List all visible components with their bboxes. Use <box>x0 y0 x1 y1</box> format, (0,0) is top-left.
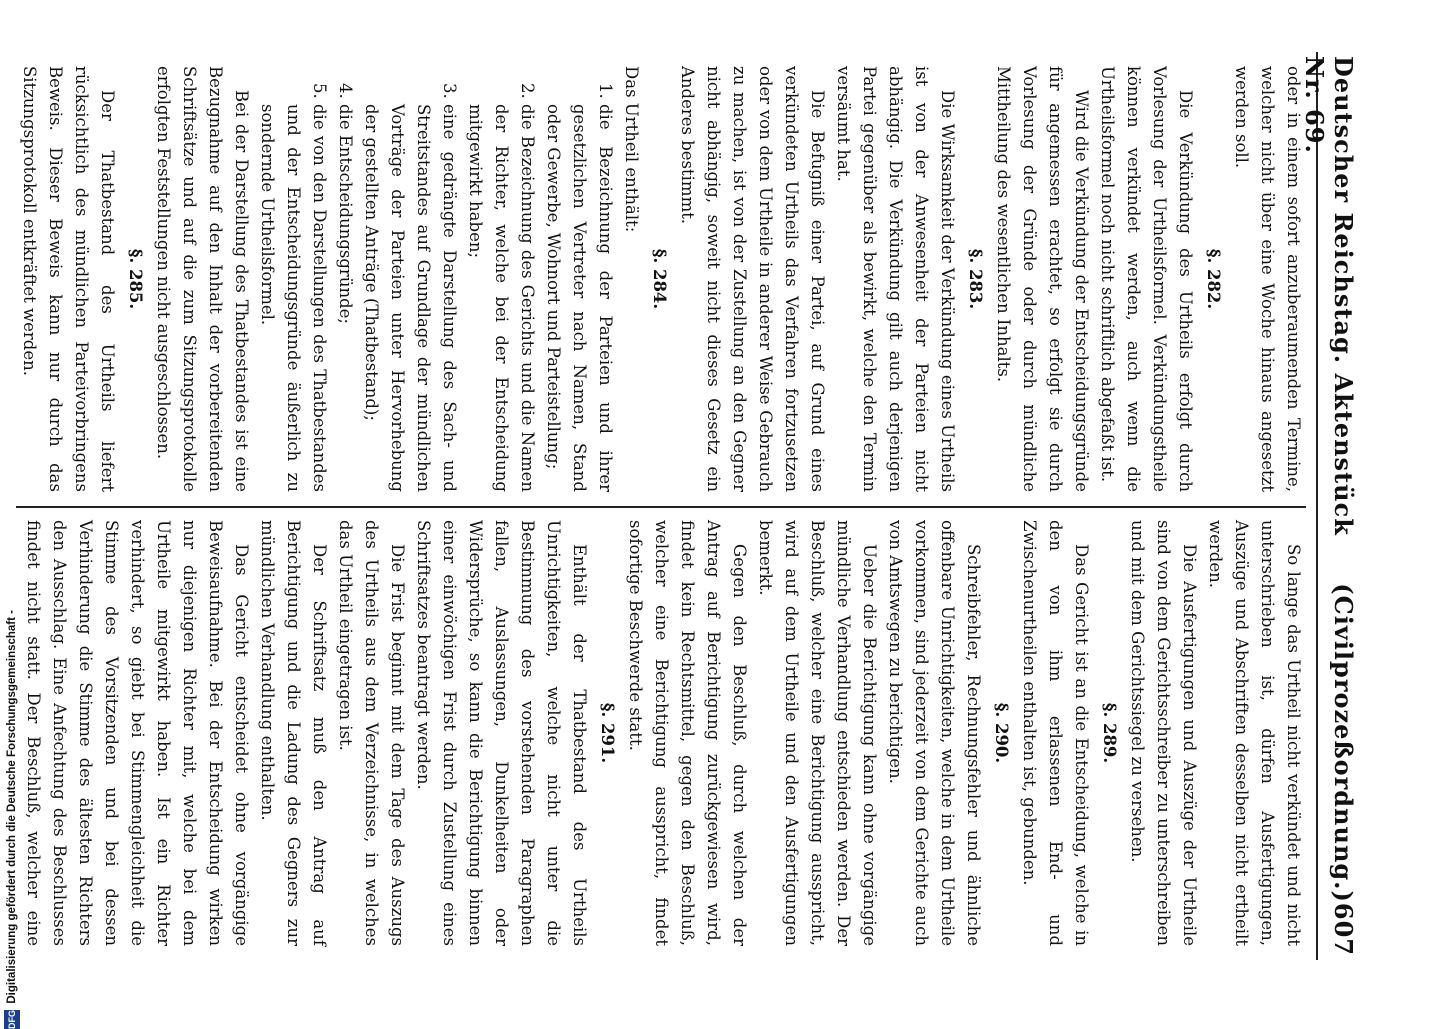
paragraph: Der Thatbestand des Urtheils liefert rücksichtlich des mündlichen Parteivorbringens Beweis. Dieser Beweis kann nur durch das Sitzungsprotokoll entkräftet werden. <box>20 66 117 492</box>
paragraph: Das Gericht ist an die Entscheidung, welche in den von ihm erlassenen End- und Zwischenurtheilen enthalten ist, gebunden. <box>1020 520 1091 946</box>
page-header <box>1300 52 1358 960</box>
paragraph: Ueber die Berichtigung kann ohne vorgängige mündliche Verhandlung entschieden werden. Der Beschluß, welcher eine Berichtigung ausspricht, wird auf dem Urtheile und den Ausfertigungen bemerkt. <box>756 520 879 946</box>
section-heading: §. 291. <box>598 702 617 764</box>
section-heading: §. 290. <box>992 702 1011 764</box>
paragraph: Der Schriftsatz muß den Antrag auf Berichtigung und die Ladung des Gegners zur mündlichen Verhandlung enthalten. <box>258 520 329 946</box>
paragraph: So lange das Urtheil nicht verkündet und nicht unterschrieben ist, dürfen Ausfertigungen, Auszüge und Abschriften desselben nicht ertheilt werden. <box>1206 520 1303 946</box>
list-item: 1. die Bezeichnung der Parteien und ihrer gesetzlichen Vertreter nach Namen, Stand oder Gewerbe, Wohnort und Parteistellung; <box>540 104 618 492</box>
list-item: 3. eine gedrängte Darstellung des Sach- und Streitstandes auf Grundlage der mündlichen Vorträge der Parteien unter Hervorhebung der gestellten Anträge (Thatbestand); <box>358 104 462 492</box>
paragraph: oder in einem sofort anzuberaumenden Termine, welcher nicht über eine Woche hinaus angesetzt werden soll. <box>1232 66 1303 492</box>
right-column <box>16 506 1306 960</box>
paragraph: Die Wirksamkeit der Verkündung eines Urtheils ist von der Anwesenheit der Parteien nicht abhängig. Die Verkündung gilt auch derjenigen Partei gegenüber als bewirkt, welche den Termin versäumt hat. <box>834 66 957 492</box>
section-heading: §. 289. <box>1100 702 1119 764</box>
paragraph: Schreibfehler, Rechnungsfehler und ähnliche offenbare Unrichtigkeiten, welche in dem Urtheile vorkommen, sind jederzeit von dem Gerichte auch von Amtswegen zu berichtigen. <box>886 520 983 946</box>
paragraph: Die Frist beginnt mit dem Tage des Auszugs des Urtheils aus dem Verzeichnisse, in welches das Urtheil eingetragen ist. <box>336 520 407 946</box>
paragraph: Das Urtheil enthält: <box>622 66 641 233</box>
page-title: Deutscher Reichstag. Aktenstück Nr. 69. <box>1300 56 1358 536</box>
numbered-list <box>254 66 618 492</box>
paragraph: Das Gericht entscheidet ohne vorgängige Beweisaufnahme. Bei der Entscheidung wirken nur diejenigen Richter mit, welche bei dem Urtheile mitgewirkt haben. Ist ein Richter verhindert, so giebt bei Stimmengleichheit die Stimme des Vorsitzenden und bei dessen Verhinderung die Stimme des ältesten Richters den Ausschlag. Eine Anfechtung des Beschlusses findet nicht statt. Der Beschluß, welcher eine <box>24 520 251 946</box>
list-item: 2. die Bezeichnung des Gerichts und die Namen der Richter, welche bei der Entscheidung mitgewirkt haben; <box>462 104 540 492</box>
paragraph: Die Verkündung des Urtheils erfolgt durch Vorlesung der Urtheilsformel. Verkündungstheile können verkündet werden, auch wenn die Urtheilsformel noch nicht schriftlich abgefaßt ist. <box>1098 66 1195 492</box>
section-heading: §. 282. <box>1204 248 1223 310</box>
page-subtitle: (Civilprozeßordnung.) <box>1329 583 1358 903</box>
column-divider <box>16 506 1306 508</box>
dfg-logo: DFG <box>4 1010 20 1029</box>
paragraph: Wird die Verkündung der Entscheidungsgründe für angemessen erachtet, so erfolgt sie durch Vorlesung der Gründe oder durch mündliche Mittheilung des wesentlichen Inhalts. <box>994 66 1091 492</box>
section-heading: §. 284. <box>650 248 669 310</box>
list-item: 5. die von den Darstellungen des Thatbestandes und der Entscheidungsgründe äußerlich zu sondernde Urtheilsformel. <box>254 104 332 492</box>
text-columns <box>16 52 1306 960</box>
paragraph: Die Befugniß einer Partei, auf Grund eines verkündeten Urtheils das Verfahren fortzusetzen oder von dem Urtheile in anderer Weise Gebrauch zu machen, ist von der Zustellung an den Gegner nicht abhängig, soweit nicht dieses Gesetz ein Anderes bestimmt. <box>678 66 827 492</box>
digitization-footer <box>1 610 23 1029</box>
paragraph: Gegen den Beschluß, durch welchen der Antrag auf Berichtigung zurückgewiesen wird, findet kein Rechtsmittel, gegen den Beschluß, welcher eine Berichtigung ausspricht, findet sofortige Beschwerde statt. <box>626 520 749 946</box>
paragraph: Enthält der Thatbestand des Urtheils Unrichtigkeiten, welche nicht unter die Bestimmung des vorstehenden Paragraphen fallen, Auslassungen, Dunkelheiten oder Widersprüche, so kann die Berichtigung binnen einer einwöchigen Frist durch Zustellung eines Schriftsatzes beantragt werden. <box>414 520 589 946</box>
paragraph: Die Ausfertigungen und Auszüge der Urtheile sind von dem Gerichtsschreiber zu unterschreiben und mit dem Gerichtssiegel zu versehen. <box>1128 520 1199 946</box>
page-number: 607 <box>1329 902 1358 956</box>
footer-text: Digitalisierung gefördert durch die Deutsche Forschungsgemeinschaft - <box>6 610 18 1004</box>
section-heading: §. 285. <box>126 248 145 310</box>
left-column <box>16 52 1306 506</box>
list-item: 4. die Entscheidungsgründe; <box>332 104 358 492</box>
section-heading: §. 283. <box>966 248 985 310</box>
paragraph: Bei der Darstellung des Thatbestandes ist eine Bezugnahme auf den Inhalt der vorbereitenden Schriftsätze und auf die zum Sitzungsprotokolle erfolgten Feststellungen nicht ausgeschlossen. <box>154 66 251 492</box>
